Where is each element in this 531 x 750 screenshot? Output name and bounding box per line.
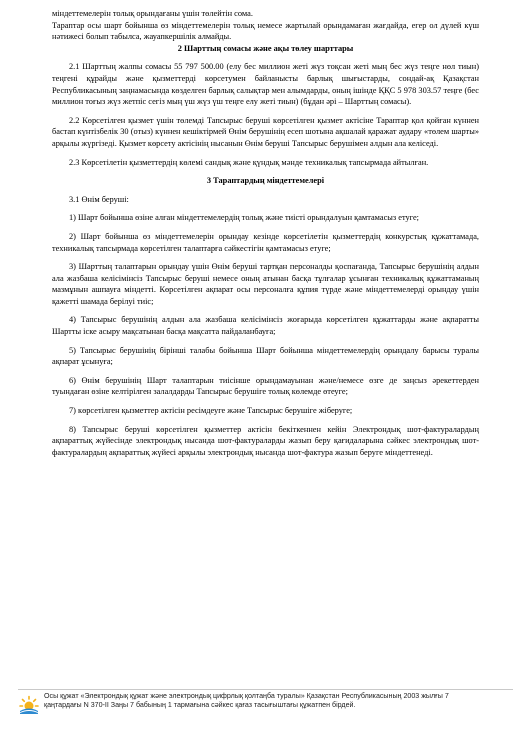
obligation-item-3: 3) Шарттың талаптарын орындау үшін Өнім беруші тартқан персоналды қоспағанда, Тапсырыс берушінің алдын ала жазбаша келісімінсіз Тапсырыс беруші немесе оның атынан басқа тұлғалар ұсынған техникалық құжаттаманың мазмұнын ашпауға міндетті. Көрсетілген ақпарат осы персоналға құпия түрде және міндеттемелерді орындау үшін қажетті шамада берілуі тиіс; bbox=[52, 262, 479, 306]
paragraph-2-1: 2.1 Шарттың жалпы сомасы 55 797 500.00 (елу бес миллион жеті жүз тоқсан жеті мың бес жүз теңге нөл тиын) теңгені құрайды және қызметтерді көрсетумен байланысты барлық шығыстарды, сондай-ақ Қазақстан Республикасының заңнамасында көзделген барлық салықтар мен алымдарды, оның ішінде ҚҚС 5 978 303.57 теңге (бес миллион тоғыз жүз жетпіс сегіз мың үш жүз үш теңге елу жеті тиын) (бұдан әрі – Шарттың сомасы). bbox=[52, 62, 479, 107]
paragraph-2-3: 2.3 Көрсетілетін қызметтердің көлемі сандық және қүндық мәнде техникалық тапсырмада айтылған. bbox=[69, 157, 429, 167]
section-3-title: 3 Тараптардың міндеттемелері bbox=[206, 176, 325, 186]
footer-divider bbox=[18, 689, 513, 690]
obligation-item-1: 1) Шарт бойынша өзіне алған міндеттемелердің толық және тиісті орындалуын қамтамасыз етуге; bbox=[69, 213, 420, 223]
obligation-item-5: 5) Тапсырыс берушінің бірінші талабы бойынша Шарт бойынша міндеттемелердің орындалу барысы туралы ақпарат ұсынуға; bbox=[52, 345, 479, 367]
intro-line-1: міндеттемелерін толық орындағаны үшін төлейтін сома. bbox=[52, 9, 253, 18]
obligation-item-4: 4) Тапсырыс берушінің алдын ала жазбаша келісімінсіз жоғарыда көрсетілген құжаттарды және ақпаратты Шартты іске асыру мақсатынан басқа мақсатта пайдаланбауға; bbox=[52, 315, 479, 337]
egov-sun-logo-icon bbox=[18, 694, 40, 716]
footer bbox=[18, 692, 508, 732]
obligation-item-6: 6) Өнім берушінің Шарт талаптарын тиісінше орындамауынан және/немесе өзге де заңсыз әрекеттерден туындаған өзіне келтірілген залалдарды Тапсырыс берушіге толық көлемде өтеуге; bbox=[52, 375, 479, 397]
obligation-item-8: 8) Тапсырыс беруші көрсетілген қызметтер актісін бекіткеннен кейін Электрондық шот-фактуралардың ақпараттық жүйесінде электрондық нысанда шот-фактураларды жазып беру қағидаларына сәйкес электрондық шот-фактуралардың ақпараттық жүйесі арқылы электрондық нысанда шот-фактура жазып беруге міндеттенеді. bbox=[52, 424, 479, 457]
intro-line-2: Тараптар осы шарт бойынша өз міндеттемелерін толық немесе жартылай орындамаған жағдайда, егер ол дүлей күш нәтижесі болып табылса, жауапкершілік алмайды. bbox=[52, 20, 479, 42]
obligation-item-7: 7) көрсетілген қызметтер актісін ресімдеуге және Тапсырыс берушіге жіберуге; bbox=[69, 406, 353, 416]
footer-legal-notice: Осы құжат «Электрондық құжат және электрондық цифрлық қолтаңба туралы» Қазақстан Республикасының 2003 жылғы 7 қаңтардағы N 370-II Заңы 7 бабының 1 тармағына сәйкес қағаз тасығыштағы құжатпен бірдей. bbox=[44, 692, 449, 709]
obligation-item-2: 2) Шарт бойынша өз міндеттемелерін орындау кезінде көрсетілетін қызметтердің конкурстық құжаттамада, техникалық тапсырмада көрсетілген талаптарға сәйкестігін қамтамасыз етуге; bbox=[52, 231, 479, 253]
paragraph-2-2: 2.2 Көрсетілген қызмет үшін төлемді Тапсырыс беруші көрсетілген қызмет актісіне Тараптар қол қойған күннен бастап күнтізбелік 30 (отыз) күннен кешіктірмей Өнім берушінің есеп шотына ақшалай қаражат аудару «төлем шарты» арқылы жүргізеді. Қызмет көрсету актісінің нысанын Өнім беруші Тапсырыс берушімен алдын ала келіседі. bbox=[52, 115, 479, 148]
paragraph-3-1-intro: 3.1 Өнім беруші: bbox=[69, 194, 129, 204]
document-page bbox=[52, 8, 479, 458]
section-2-title: 2 Шарттың сомасы және ақы төлеу шарттары bbox=[177, 43, 354, 53]
